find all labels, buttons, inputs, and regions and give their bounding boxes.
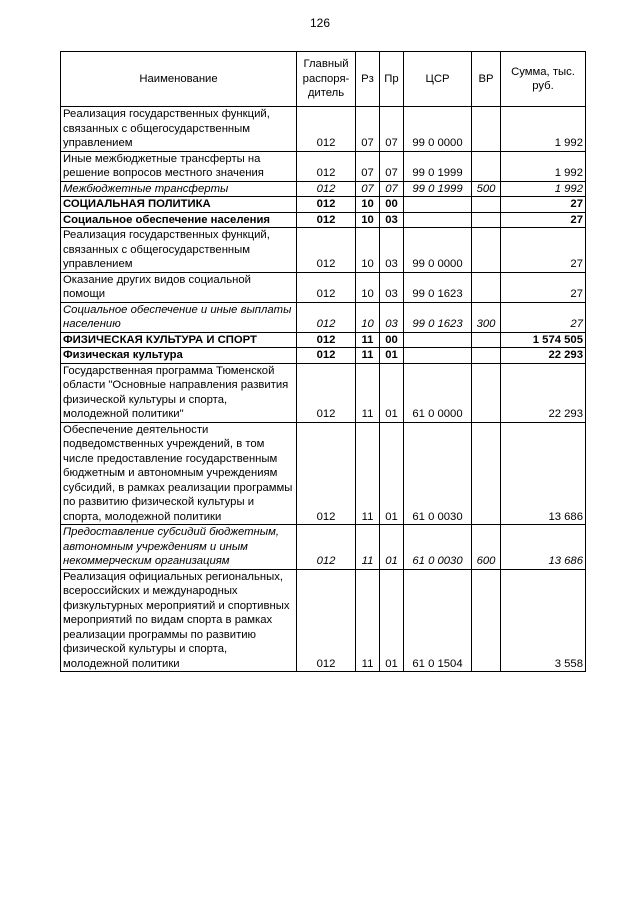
cell-rz: 10: [356, 197, 380, 213]
cell-csr: [404, 348, 472, 364]
table-row: [61, 151, 586, 181]
cell-vr: [472, 212, 501, 228]
cell-name: Предоставление субсидий бюджетным, автономным учреждениям и иным некоммерческим организациям: [61, 525, 297, 570]
cell-sum: 1 574 505: [501, 332, 586, 348]
cell-csr: 61 0 0030: [404, 422, 472, 525]
cell-vr: [472, 151, 501, 181]
cell-pr: 07: [380, 181, 404, 197]
cell-name: Реализация государственных функций, связанных с общегосударственным управлением: [61, 228, 297, 273]
cell-csr: 99 0 1999: [404, 181, 472, 197]
cell-rz: 11: [356, 525, 380, 570]
cell-pr: 01: [380, 422, 404, 525]
cell-name: Государственная программа Тюменской области "Основные направления развития физической культуры и спорта, молодежной политики": [61, 363, 297, 422]
cell-grbs: 012: [297, 181, 356, 197]
cell-name: Социальное обеспечение и иные выплаты населению: [61, 302, 297, 332]
cell-grbs: 012: [297, 332, 356, 348]
cell-rz: 11: [356, 348, 380, 364]
cell-rz: 10: [356, 212, 380, 228]
cell-grbs: 012: [297, 569, 356, 672]
cell-sum: 27: [501, 302, 586, 332]
cell-pr: 01: [380, 348, 404, 364]
cell-csr: 99 0 1999: [404, 151, 472, 181]
cell-grbs: 012: [297, 525, 356, 570]
cell-rz: 11: [356, 363, 380, 422]
cell-sum: 27: [501, 212, 586, 228]
cell-sum: 1 992: [501, 107, 586, 152]
cell-pr: 01: [380, 363, 404, 422]
page-number: 126: [309, 16, 331, 30]
table-row: [61, 422, 586, 525]
table-row: [61, 212, 586, 228]
cell-csr: [404, 332, 472, 348]
cell-grbs: 012: [297, 107, 356, 152]
cell-csr: 61 0 0030: [404, 525, 472, 570]
cell-vr: [472, 228, 501, 273]
table-row: [61, 332, 586, 348]
cell-rz: 10: [356, 272, 380, 302]
table-header: [61, 52, 586, 107]
cell-sum: 1 992: [501, 151, 586, 181]
cell-rz: 07: [356, 151, 380, 181]
cell-vr: [472, 348, 501, 364]
cell-grbs: 012: [297, 272, 356, 302]
cell-pr: 03: [380, 212, 404, 228]
cell-rz: 11: [356, 332, 380, 348]
budget-table: [60, 51, 586, 672]
cell-vr: 500: [472, 181, 501, 197]
cell-csr: 99 0 1623: [404, 302, 472, 332]
table-row: [61, 228, 586, 273]
cell-csr: 61 0 1504: [404, 569, 472, 672]
cell-pr: 00: [380, 197, 404, 213]
header-rz: Рз: [356, 52, 380, 107]
table-row: [61, 569, 586, 672]
cell-name: Иные межбюджетные трансферты на решение вопросов местного значения: [61, 151, 297, 181]
cell-rz: 11: [356, 569, 380, 672]
cell-grbs: 012: [297, 197, 356, 213]
cell-sum: 27: [501, 197, 586, 213]
cell-grbs: 012: [297, 348, 356, 364]
table-row: [61, 363, 586, 422]
cell-pr: 07: [380, 151, 404, 181]
cell-pr: 07: [380, 107, 404, 152]
cell-sum: 22 293: [501, 348, 586, 364]
cell-vr: [472, 197, 501, 213]
header-sum: Сумма, тыс. руб.: [501, 52, 586, 107]
cell-sum: 27: [501, 272, 586, 302]
header-vr: ВР: [472, 52, 501, 107]
cell-rz: 07: [356, 181, 380, 197]
cell-csr: 61 0 0000: [404, 363, 472, 422]
table-row: [61, 107, 586, 152]
cell-sum: 27: [501, 228, 586, 273]
table-row: [61, 272, 586, 302]
cell-sum: 13 686: [501, 525, 586, 570]
table-row: [61, 525, 586, 570]
cell-vr: [472, 272, 501, 302]
cell-csr: [404, 212, 472, 228]
cell-name: Реализация официальных региональных, всероссийских и международных физкультурных мероприятий и спортивных мероприятий по видам спорта в рамках реализации программы по развитию физической культуры и спорта, молодежной политики: [61, 569, 297, 672]
cell-sum: 22 293: [501, 363, 586, 422]
cell-vr: 600: [472, 525, 501, 570]
cell-grbs: 012: [297, 363, 356, 422]
cell-sum: 1 992: [501, 181, 586, 197]
cell-rz: 11: [356, 422, 380, 525]
cell-vr: [472, 569, 501, 672]
cell-grbs: 012: [297, 151, 356, 181]
cell-rz: 10: [356, 228, 380, 273]
cell-vr: [472, 332, 501, 348]
cell-name: Межбюджетные трансферты: [61, 181, 297, 197]
table-row: [61, 348, 586, 364]
table-row: [61, 181, 586, 197]
cell-csr: 99 0 0000: [404, 107, 472, 152]
header-pr: Пр: [380, 52, 404, 107]
cell-vr: [472, 363, 501, 422]
cell-name: Реализация государственных функций, связанных с общегосударственным управлением: [61, 107, 297, 152]
cell-vr: [472, 422, 501, 525]
cell-name: Социальное обеспечение населения: [61, 212, 297, 228]
header-name: Наименование: [61, 52, 297, 107]
cell-grbs: 012: [297, 302, 356, 332]
cell-rz: 10: [356, 302, 380, 332]
header-csr: ЦСР: [404, 52, 472, 107]
cell-rz: 07: [356, 107, 380, 152]
cell-grbs: 012: [297, 422, 356, 525]
cell-pr: 03: [380, 302, 404, 332]
cell-csr: 99 0 1623: [404, 272, 472, 302]
cell-csr: 99 0 0000: [404, 228, 472, 273]
cell-sum: 13 686: [501, 422, 586, 525]
cell-grbs: 012: [297, 212, 356, 228]
cell-pr: 00: [380, 332, 404, 348]
cell-name: СОЦИАЛЬНАЯ ПОЛИТИКА: [61, 197, 297, 213]
cell-name: Оказание других видов социальной помощи: [61, 272, 297, 302]
cell-pr: 01: [380, 525, 404, 570]
cell-pr: 03: [380, 272, 404, 302]
cell-sum: 3 558: [501, 569, 586, 672]
cell-vr: [472, 107, 501, 152]
cell-name: Физическая культура: [61, 348, 297, 364]
cell-vr: 300: [472, 302, 501, 332]
cell-grbs: 012: [297, 228, 356, 273]
header-grbs: Главный распоря-дитель: [297, 52, 356, 107]
cell-pr: 03: [380, 228, 404, 273]
table-row: [61, 197, 586, 213]
cell-csr: [404, 197, 472, 213]
cell-pr: 01: [380, 569, 404, 672]
cell-name: ФИЗИЧЕСКАЯ КУЛЬТУРА И СПОРТ: [61, 332, 297, 348]
cell-name: Обеспечение деятельности подведомственных учреждений, в том числе предоставление государственным бюджетным и автономным учреждениям субсидий, в рамках реализации программы по развитию физической культуры и спорта, молодежной политики: [61, 422, 297, 525]
table-row: [61, 302, 586, 332]
